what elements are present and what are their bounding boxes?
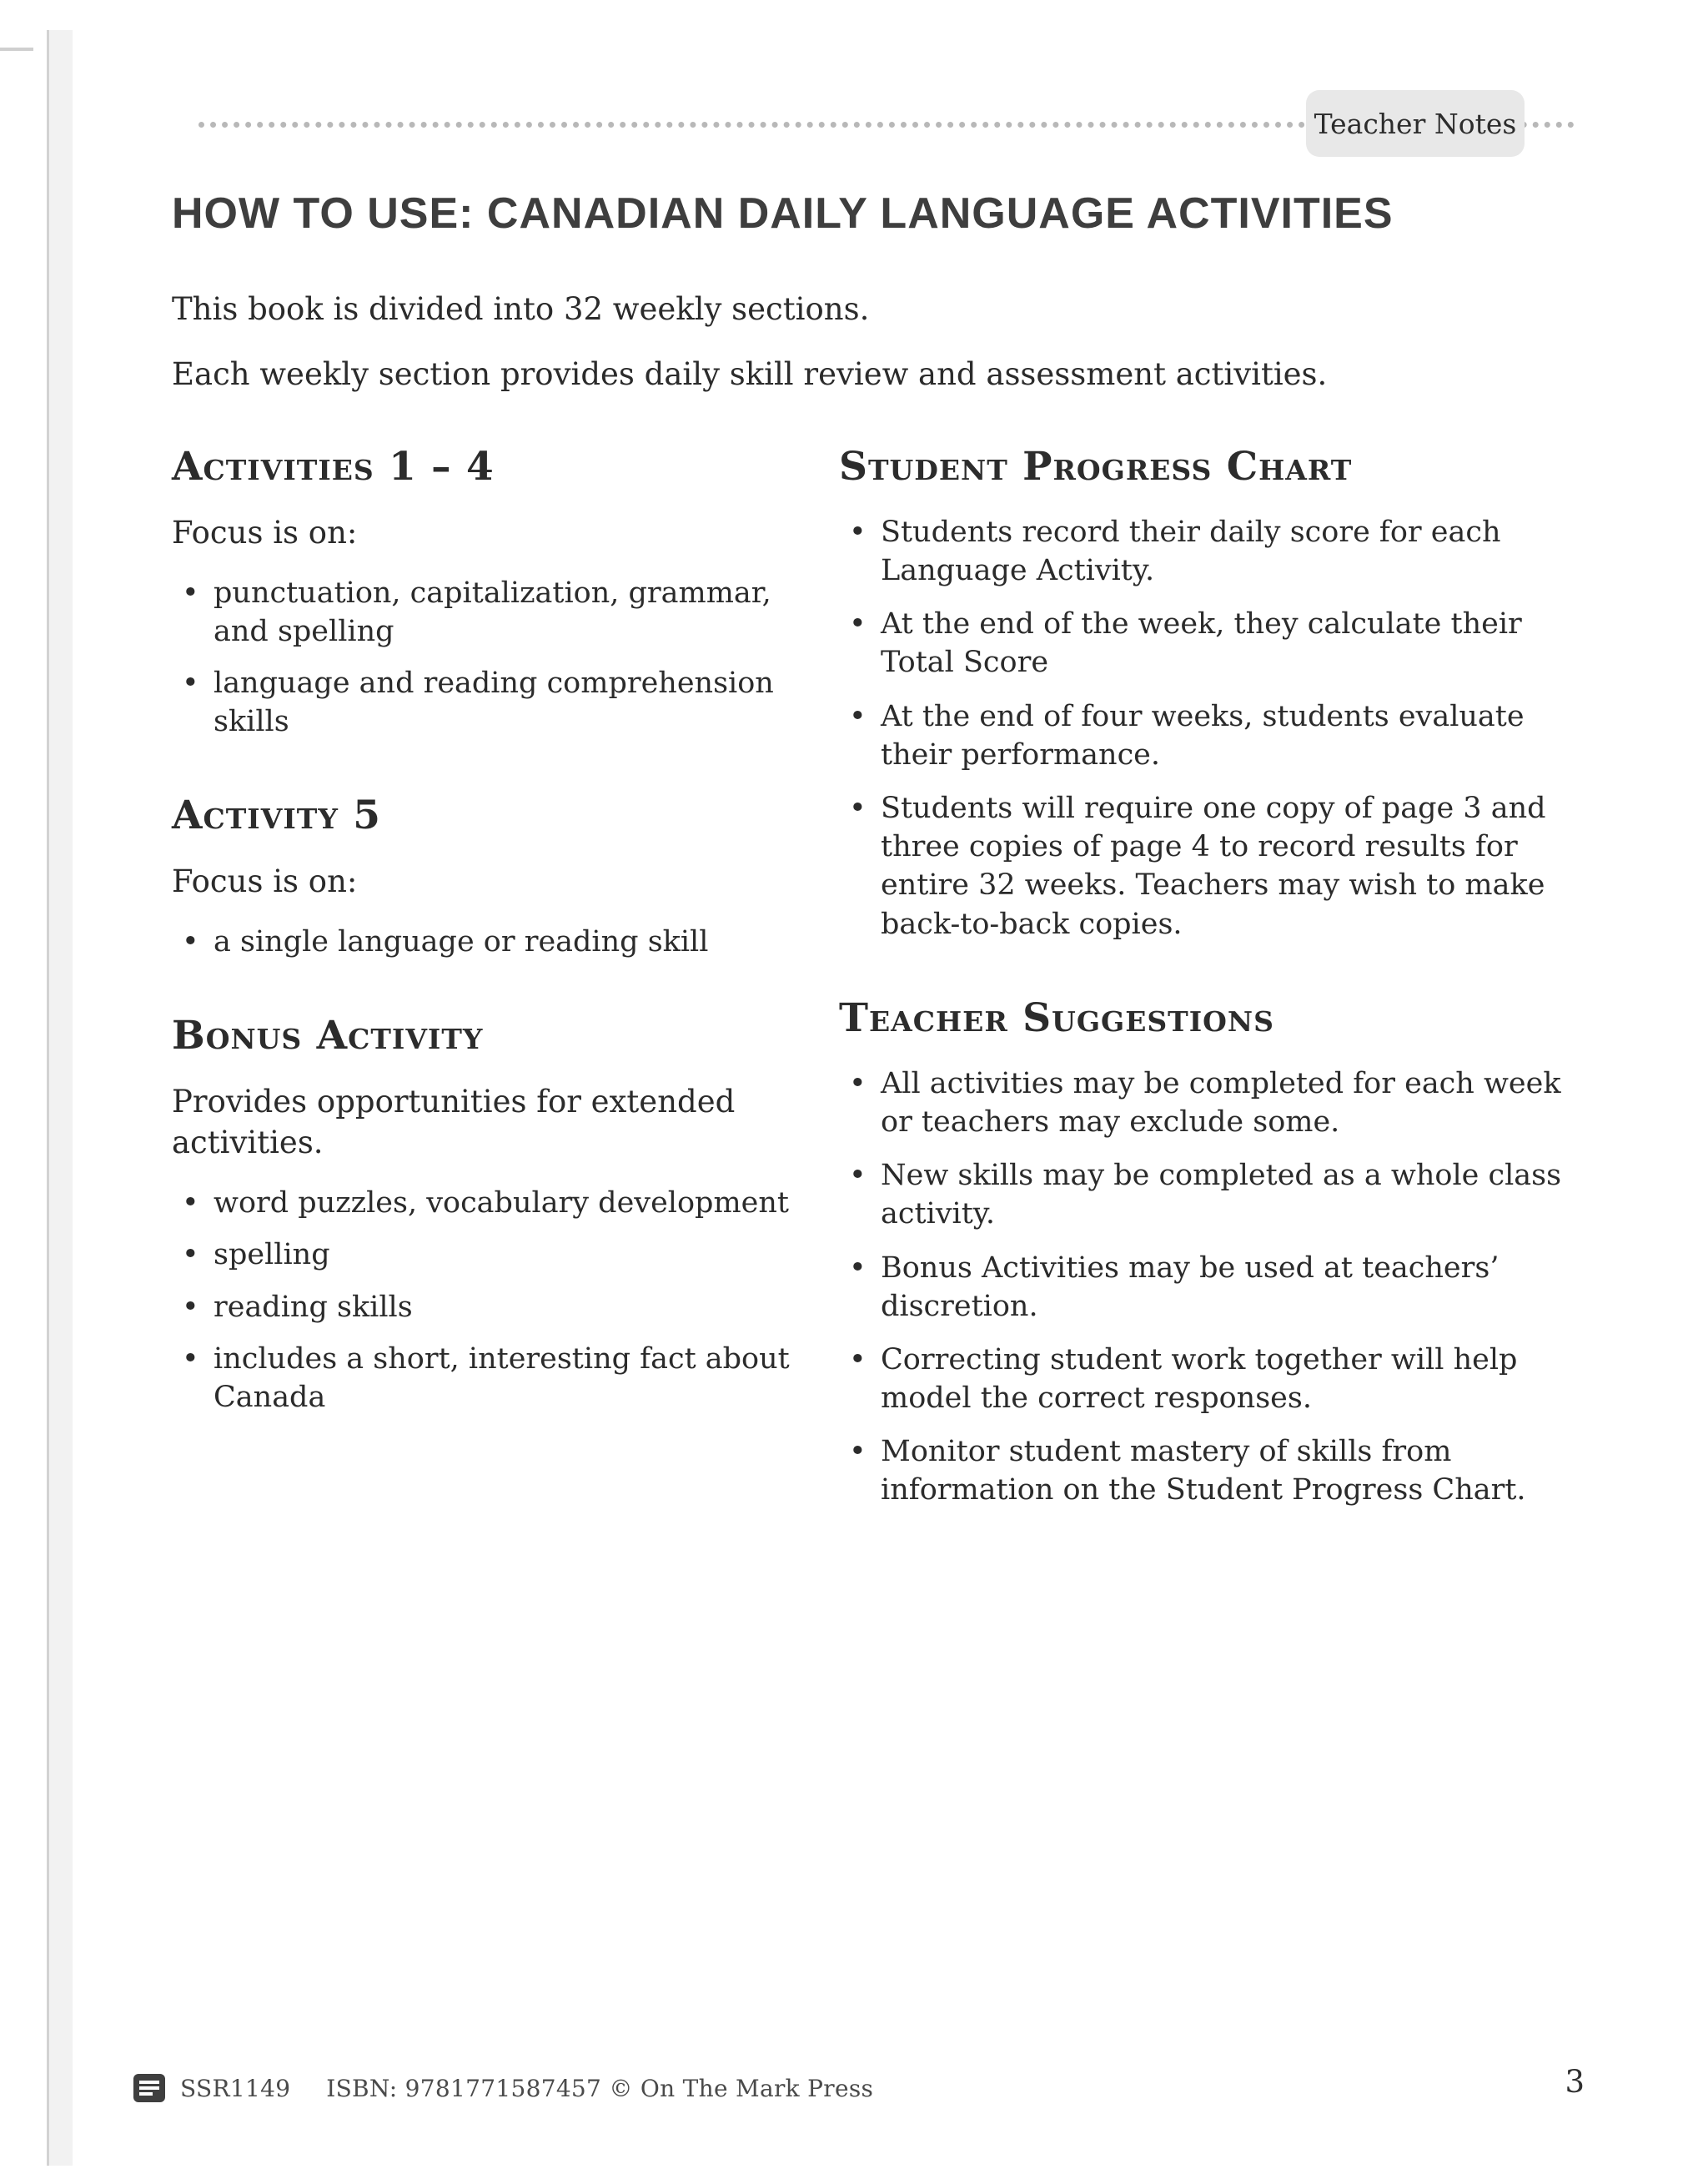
section-heading: Bonus Activity (172, 1013, 484, 1059)
intro-paragraph: This book is divided into 32 weekly sections. (172, 291, 870, 327)
bullet-list (839, 513, 1575, 944)
bullet-list (839, 1064, 1575, 1510)
bullet-item: • Students record their daily score for each Language Activity. (839, 513, 1575, 590)
section-teacher-suggestions (839, 995, 1575, 1510)
section-activity-5 (172, 793, 802, 961)
bullet-list (172, 923, 802, 961)
section-heading: Activities 1 – 4 (172, 443, 495, 490)
page-edge-line (47, 30, 49, 2166)
bullet-list (172, 574, 802, 742)
section-lead: Focus is on: (172, 514, 358, 551)
bullet-item: • a single language or reading skill (172, 923, 802, 961)
section-student-progress-chart (839, 444, 1575, 944)
publisher-logo-icon (132, 2071, 167, 2106)
bullet-item: • At the end of four weeks, students evaluate their performance. (839, 697, 1575, 774)
bullet-item: • word puzzles, vocabulary development (172, 1184, 802, 1222)
footer-text (180, 2075, 873, 2102)
intro-paragraph: Each weekly section provides daily skill review and assessment activities. (172, 355, 1328, 392)
section-activities-1-4 (172, 444, 802, 742)
footer-rights: ISBN: 9781771587457 © On The Mark Press (326, 2074, 874, 2102)
bullet-item: • includes a short, interesting fact about Canada (172, 1340, 802, 1417)
teacher-notes-badge: Teacher Notes (1306, 90, 1525, 157)
page-edge-band (48, 30, 73, 2166)
bullet-list (172, 1184, 802, 1417)
bullet-item: • Correcting student work together will help model the correct responses. (839, 1341, 1575, 1417)
section-lead: Provides opportunities for extended activities. (172, 1084, 736, 1161)
section-lead: Focus is on: (172, 863, 358, 900)
left-column (172, 444, 839, 1562)
bullet-item: • All activities may be completed for each week or teachers may exclude some. (839, 1064, 1575, 1141)
bullet-item: • Bonus Activities may be used at teachers’ discretion. (839, 1249, 1575, 1326)
bullet-item: • Monitor student mastery of skills from information on the Student Progress Chart. (839, 1432, 1575, 1509)
bullet-item: • punctuation, capitalization, grammar, and spelling (172, 574, 802, 651)
intro-block (172, 289, 1575, 395)
page-content (172, 189, 1575, 1562)
right-column (839, 444, 1575, 1562)
bullet-item: • New skills may be completed as a whole class activity. (839, 1156, 1575, 1233)
page-corner-tick (0, 48, 33, 51)
footer (132, 2071, 873, 2106)
section-heading: Activity 5 (172, 793, 381, 839)
section-heading: Teacher Suggestions (839, 994, 1274, 1041)
bullet-item: • language and reading comprehension skills (172, 664, 802, 741)
two-column-layout (172, 444, 1575, 1562)
bullet-item: • spelling (172, 1235, 802, 1274)
footer-code: SSR1149 (180, 2074, 291, 2102)
bullet-item: • At the end of the week, they calculate their Total Score (839, 605, 1575, 682)
section-bonus-activity (172, 1013, 802, 1417)
bullet-item: • Students will require one copy of page 3 and three copies of page 4 to record results for entire 32 weeks. Teachers may wish to make back-to-back copies. (839, 789, 1575, 944)
section-heading: Student Progress Chart (839, 443, 1353, 490)
bullet-item: • reading skills (172, 1288, 802, 1326)
page-title: HOW TO USE: CANADIAN DAILY LANGUAGE ACTIVITIES (172, 189, 1394, 238)
page-number: 3 (1565, 2064, 1585, 2100)
